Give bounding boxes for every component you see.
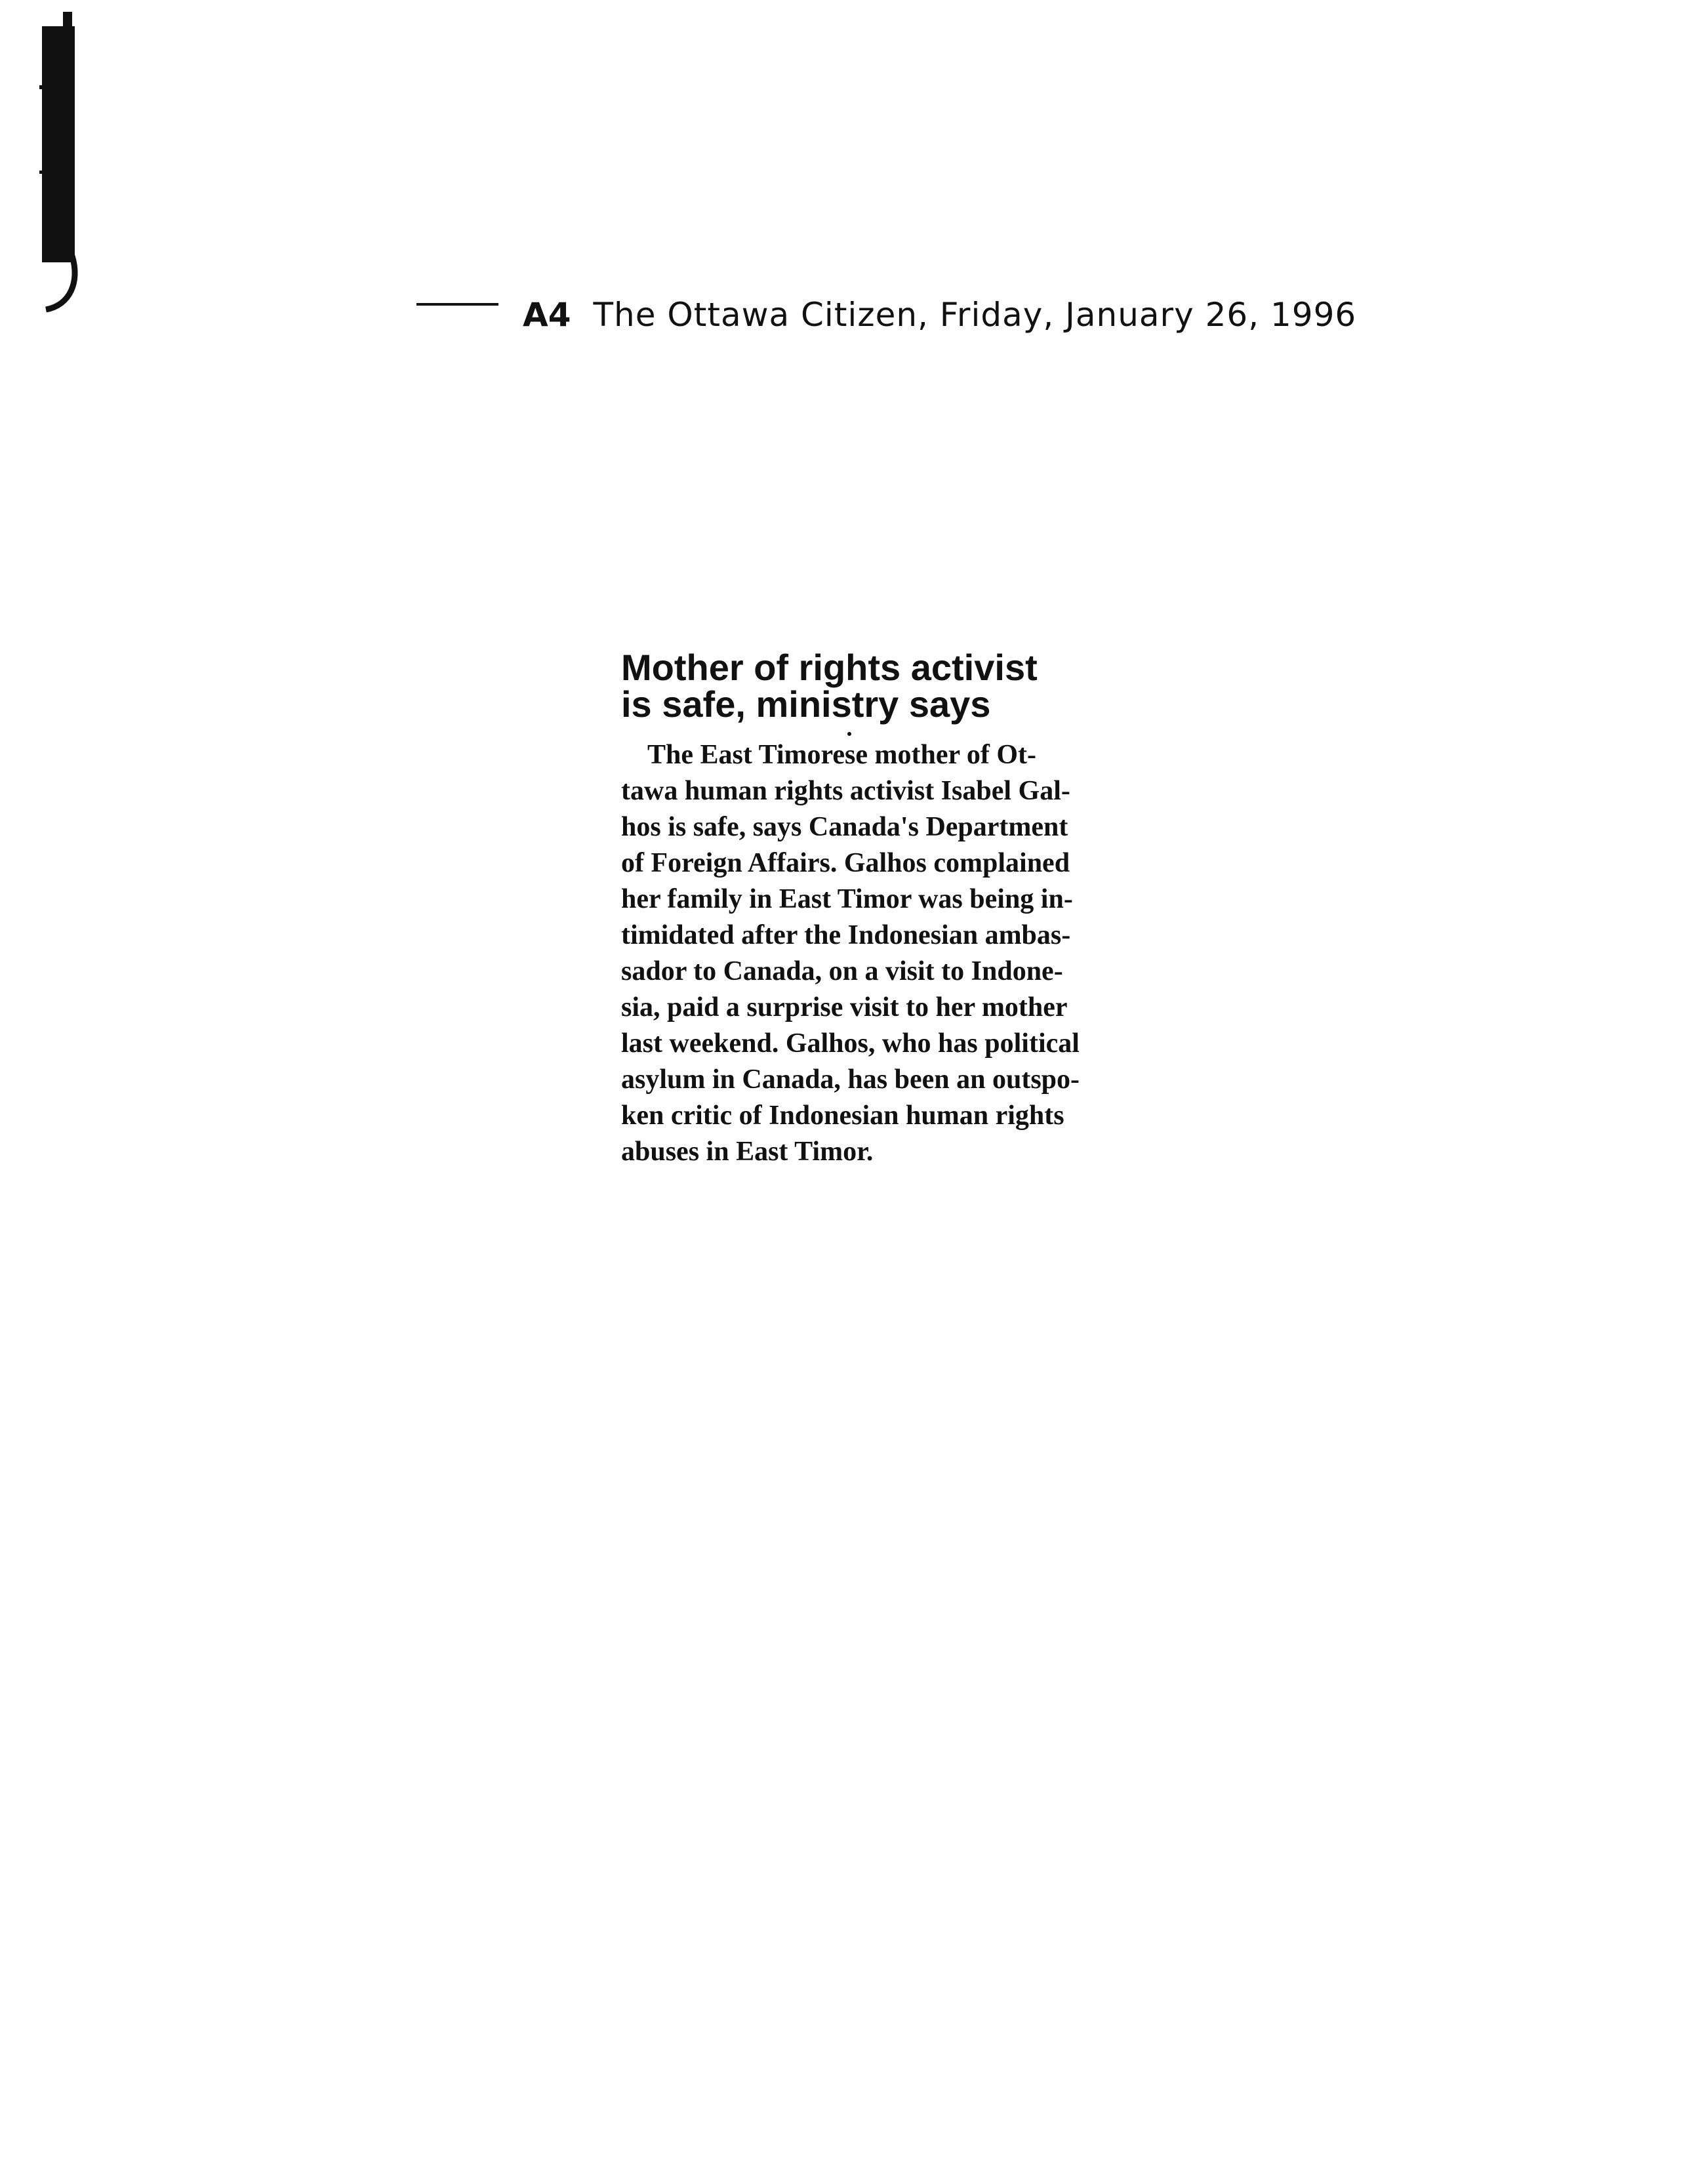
body-line: sia, paid a surprise visit to her mother <box>621 992 1068 1022</box>
body-line: tawa human rights activist Isabel Gal- <box>621 776 1070 806</box>
body-line: her family in East Timor was being in- <box>621 884 1073 914</box>
body-line: hos is safe, says Canada's Department <box>621 812 1068 842</box>
body-line: asylum in Canada, has been an outspo- <box>621 1064 1080 1095</box>
body-line: sador to Canada, on a visit to Indone- <box>621 956 1063 986</box>
body-line: The East Timorese mother of Ot- <box>647 740 1037 770</box>
dateline: The Ottawa Citizen, Friday, January 26, 1996 <box>593 296 1357 334</box>
header-rule <box>416 303 498 306</box>
headline-line: Mother of rights activist <box>621 647 1038 688</box>
body-line: last weekend. Galhos, who has political <box>621 1028 1080 1059</box>
body-line: ken critic of Indonesian human rights <box>621 1101 1064 1131</box>
body-line: timidated after the Indonesian ambas- <box>621 920 1071 950</box>
article-body <box>621 737 1179 1170</box>
scan-artifact-mark <box>34 7 87 315</box>
body-line: of Foreign Affairs. Galhos complained <box>621 848 1070 878</box>
news-brief <box>621 649 1179 1170</box>
divider-dot <box>847 732 851 736</box>
page-number: A4 <box>523 296 571 334</box>
headline-line: is safe, ministry says <box>621 683 991 725</box>
body-line: abuses in East Timor. <box>621 1137 874 1167</box>
headline <box>621 649 1179 723</box>
page-header <box>523 296 1357 334</box>
